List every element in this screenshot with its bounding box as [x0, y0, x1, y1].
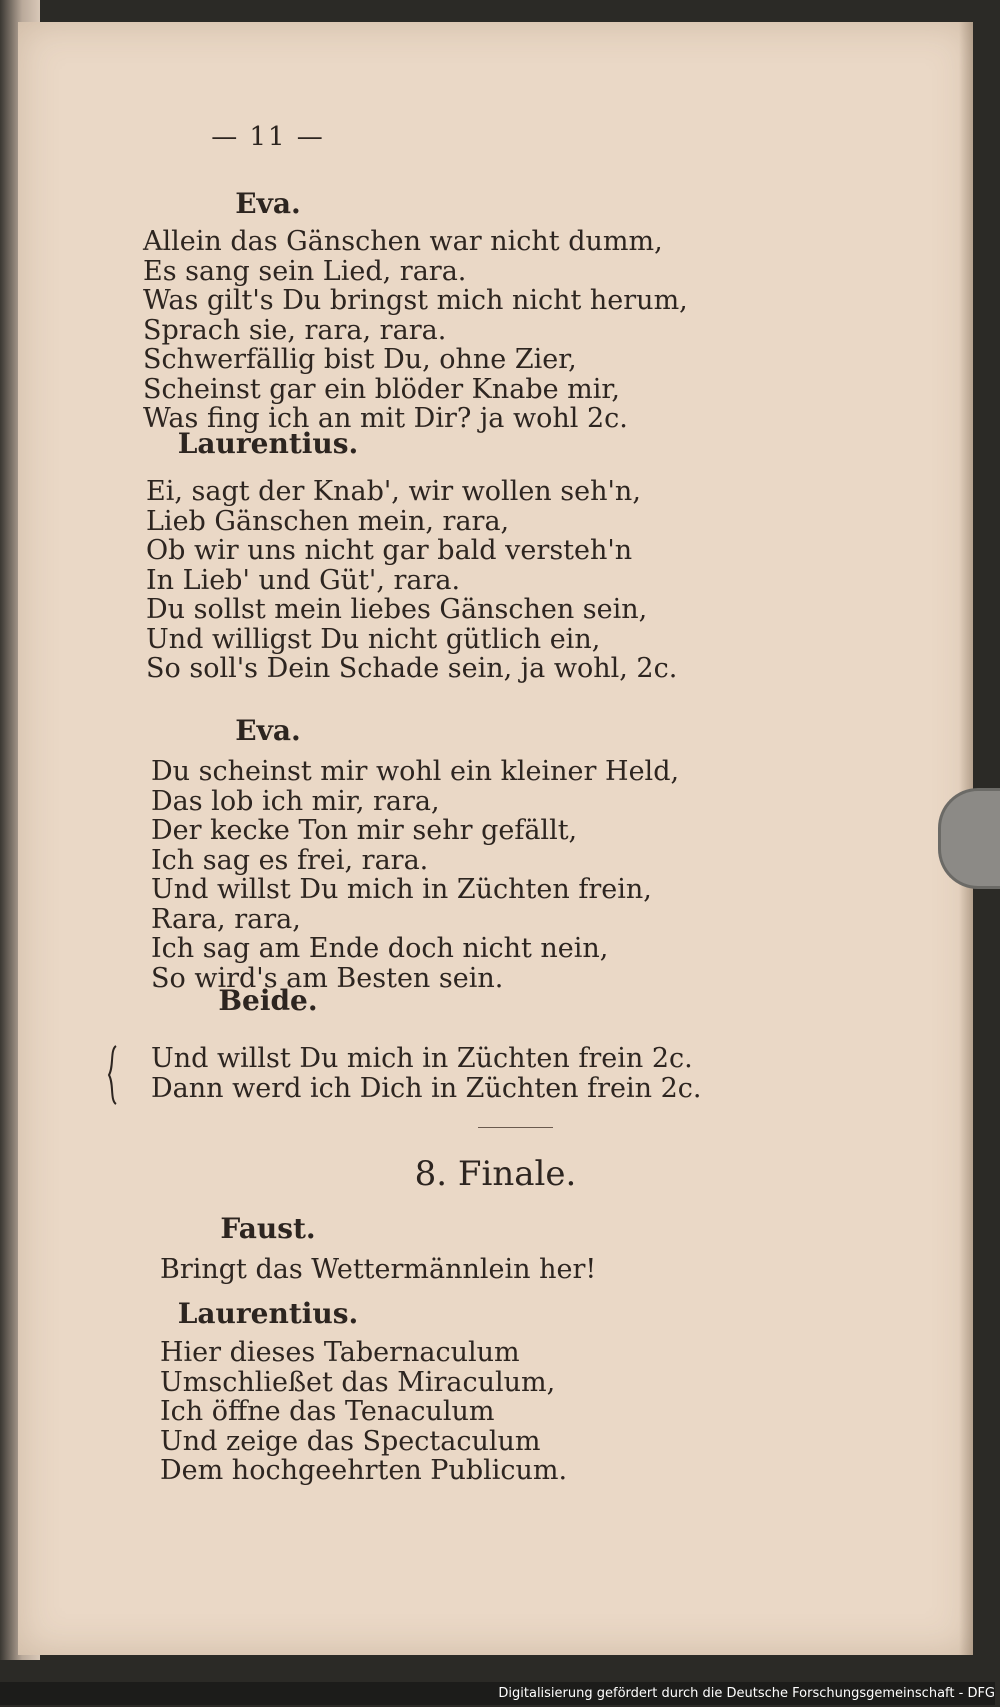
verse-line: Bringt das Wettermännlein her! [160, 1254, 597, 1285]
speaker-heading-beide: Beide. [218, 984, 318, 1017]
verse-eva-1 [143, 227, 688, 434]
verse-line: Und willst Du mich in Züchten frein 2c. [151, 1043, 693, 1074]
verse-line: Ob wir uns nicht gar bald versteh'n [146, 535, 633, 566]
verse-line: Ich sag am Ende doch nicht nein, [151, 933, 609, 964]
verse-line: Rara, rara, [151, 903, 301, 935]
verse-line: Scheinst gar ein blöder Knabe mir, [143, 373, 620, 405]
speaker-heading-eva-2: Eva. [235, 714, 301, 747]
verse-line: Der kecke Ton mir sehr gefällt, [151, 815, 578, 846]
verse-line: Was gilt's Du bringst mich nicht herum, [143, 285, 688, 316]
verse-line: Was fing ich an mit Dir? ja wohl 2c. [143, 403, 628, 434]
page-text [18, 22, 973, 1655]
digitization-footer: Digitalisierung gefördert durch die Deutsche Forschungsgemeinschaft - DFG [0, 1682, 995, 1705]
book-page [18, 22, 973, 1655]
verse-line: In Lieb' und Güt', rara. [146, 564, 461, 596]
verse-line: Allein das Gänschen war nicht dumm, [143, 226, 663, 257]
verse-line: Hier dieses Tabernaculum [160, 1337, 520, 1368]
verse-line: Ich öffne das Tenaculum [160, 1396, 495, 1427]
speaker-heading-laurentius-2: Laurentius. [177, 1297, 359, 1330]
section-divider [478, 1127, 553, 1128]
verse-line: Lieb Gänschen mein, rara, [146, 505, 510, 537]
verse-line: Es sang sein Lied, rara. [143, 255, 467, 287]
verse-eva-2 [151, 757, 679, 993]
verse-line: Umschließet das Miraculum, [160, 1366, 556, 1398]
verse-faust [160, 1255, 596, 1285]
verse-line: So soll's Dein Schade sein, ja wohl, 2c. [146, 653, 678, 684]
speaker-heading-eva-1: Eva. [235, 187, 301, 220]
page-number: — 11 — [211, 122, 325, 152]
verse-line: Das lob ich mir, rara, [151, 785, 440, 817]
verse-line: Du sollst mein liebes Gänschen sein, [146, 594, 648, 625]
finale-title: 8. Finale. [414, 1154, 577, 1194]
paper-clip-icon [938, 788, 1000, 889]
verse-laurentius-2 [160, 1338, 567, 1486]
verse-line: Ei, sagt der Knab', wir wollen seh'n, [146, 476, 641, 507]
verse-line: Und zeige das Spectaculum [160, 1425, 541, 1457]
verse-line: So wird's am Besten sein. [151, 962, 504, 994]
speaker-heading-laurentius-1: Laurentius. [177, 427, 359, 460]
verse-line: Und willst Du mich in Züchten frein, [151, 874, 652, 905]
verse-beide [151, 1044, 702, 1103]
brace-mark [106, 1044, 120, 1106]
verse-line: Dem hochgeehrten Publicum. [160, 1455, 568, 1486]
speaker-heading-faust: Faust. [220, 1212, 316, 1245]
verse-line: Und willigst Du nicht gütlich ein, [146, 623, 601, 655]
verse-line: Schwerfällig bist Du, ohne Zier, [143, 344, 577, 375]
verse-line: Ich sag es frei, rara. [151, 844, 429, 876]
verse-line: Dann werd ich Dich in Züchten frein 2c. [151, 1072, 702, 1104]
verse-laurentius-1 [146, 477, 677, 684]
verse-line: Sprach sie, rara, rara. [143, 314, 447, 346]
verse-line: Du scheinst mir wohl ein kleiner Held, [151, 756, 680, 787]
